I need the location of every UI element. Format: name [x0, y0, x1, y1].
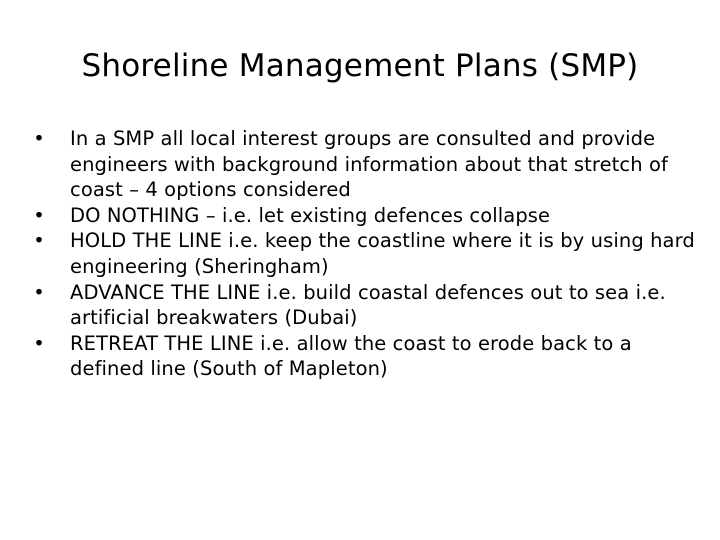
bullet-marker: • [33, 229, 45, 253]
bullet-item-hold-the-line [30, 228, 702, 279]
bullet-marker: • [33, 331, 45, 355]
bullet-list [30, 126, 702, 382]
bullet-marker: • [33, 280, 45, 304]
bullet-marker: • [33, 127, 45, 150]
bullet-text: ADVANCE THE LINE i.e. build coastal defences out to sea i.e. artificial breakwaters (Dubai) [70, 280, 666, 330]
bullet-item-advance-the-line [30, 280, 702, 331]
bullet-item-consultation [30, 126, 702, 203]
bullet-item-do-nothing [30, 203, 702, 229]
bullet-text: RETREAT THE LINE i.e. allow the coast to erode back to a defined line (South of Mapleton) [70, 331, 632, 381]
bullet-text: HOLD THE LINE i.e. keep the coastline where it is by using hard engineering (Sheringham) [70, 229, 695, 278]
bullet-item-retreat-the-line [30, 331, 702, 382]
bullet-marker: • [33, 203, 45, 227]
bullet-text: In a SMP all local interest groups are consulted and provide engineers with background information about that stretch of coast – 4 options considered [70, 127, 668, 202]
bullet-text: DO NOTHING – i.e. let existing defences collapse [70, 203, 551, 227]
slide-title: Shoreline Management Plans (SMP) [81, 48, 639, 84]
